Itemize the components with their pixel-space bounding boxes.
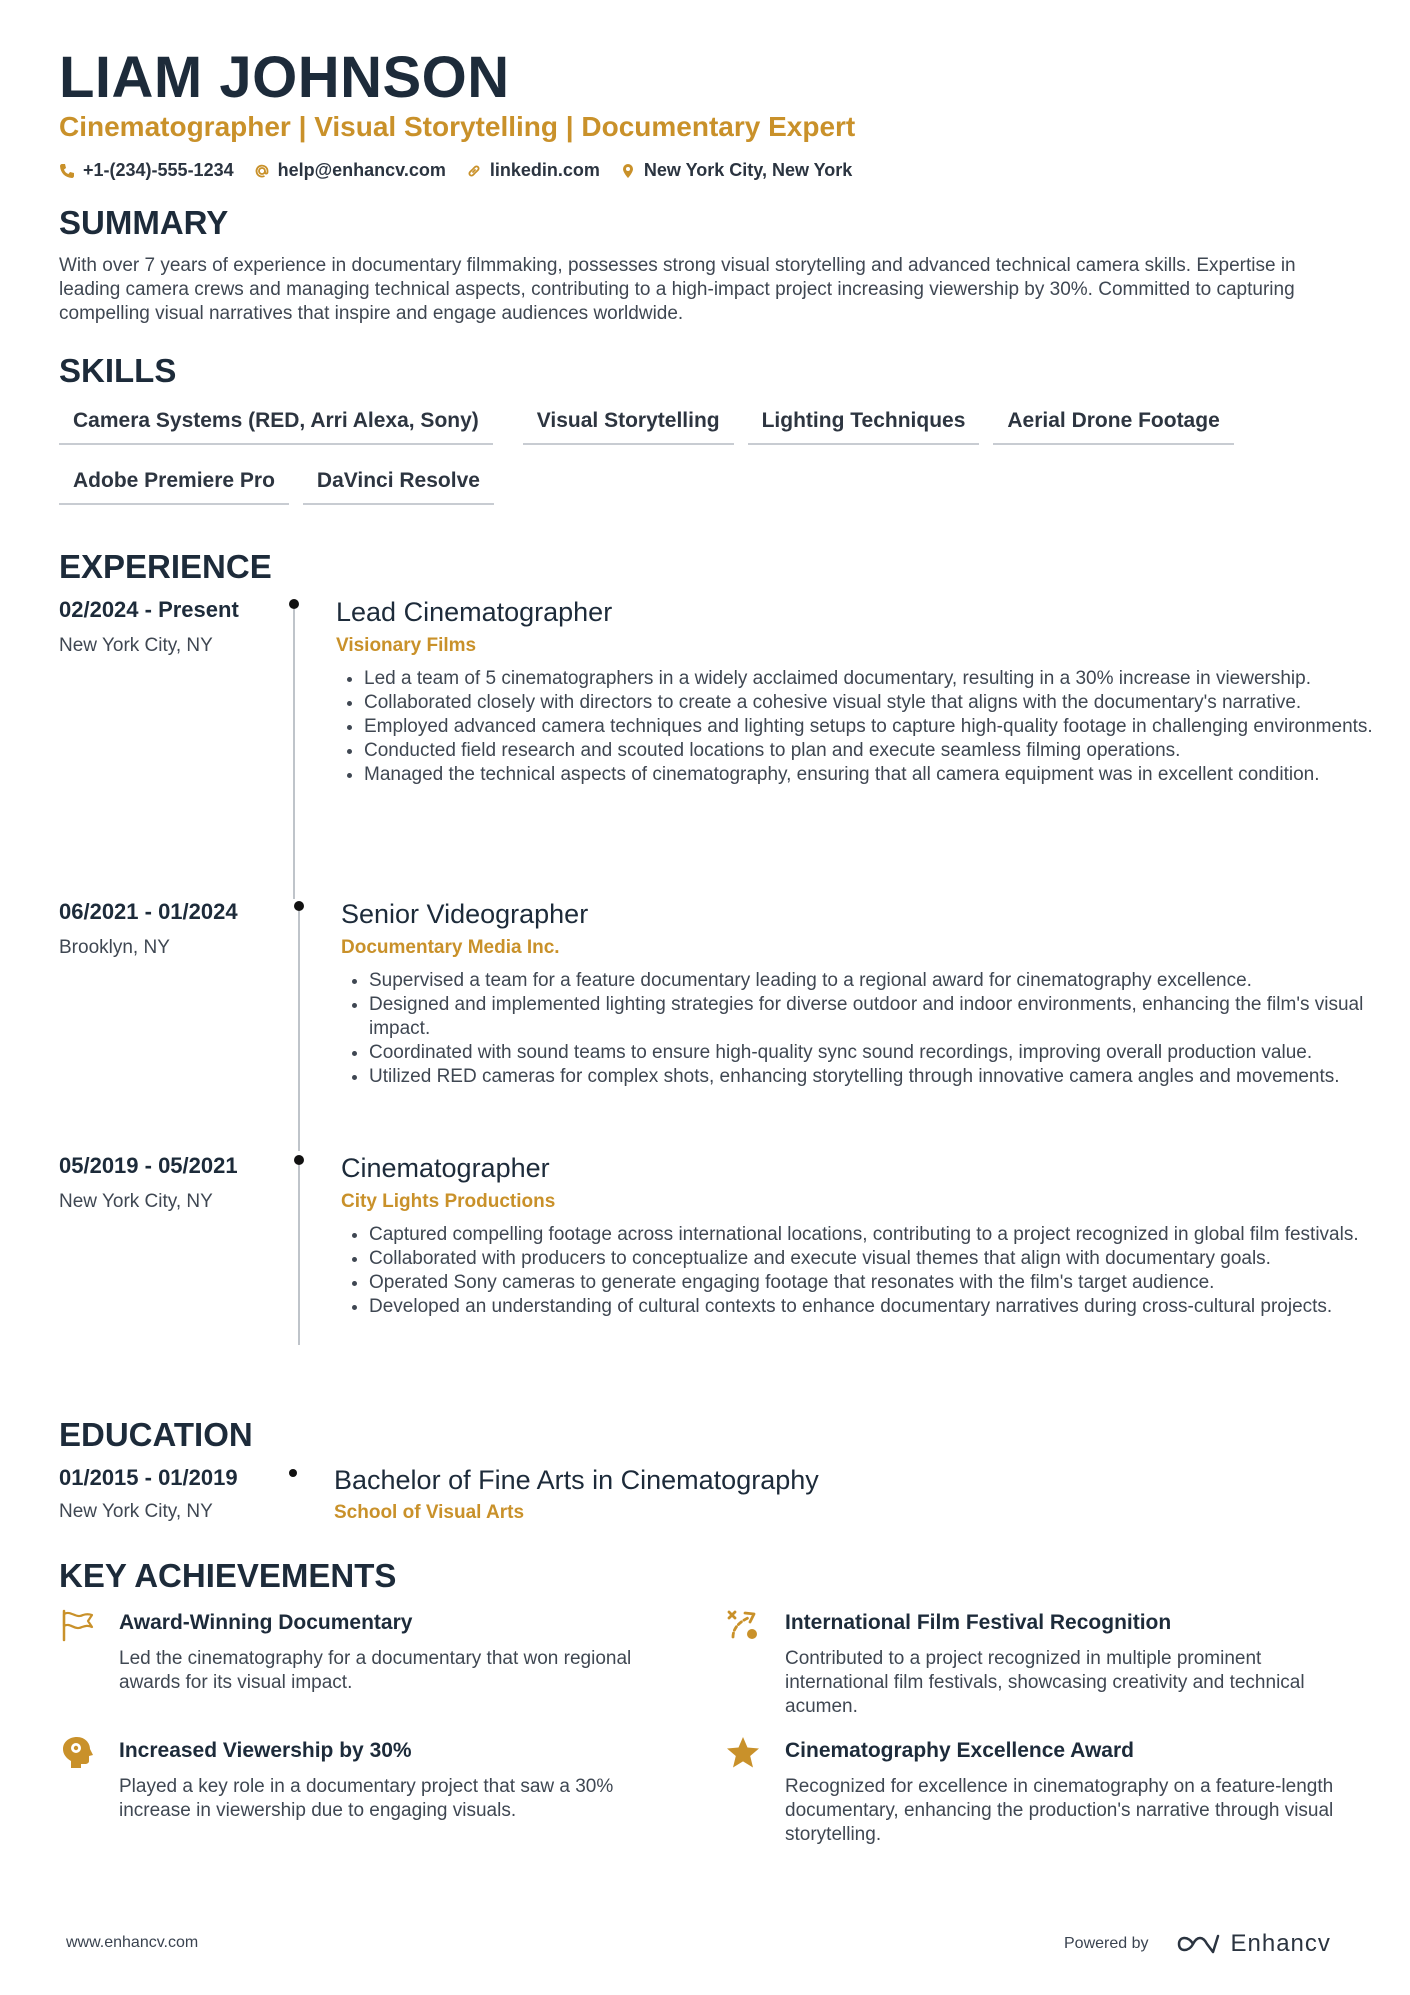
job-dates: 02/2024 - Present <box>59 597 239 622</box>
bullet-item: • Employed advanced camera techniques and lighting setups to capture high-quality footage in challenging environments. <box>364 715 1374 739</box>
bullet-item: • Supervised a team for a feature documentary leading to a regional award for cinematography excellence. <box>369 969 1379 993</box>
contact-email[interactable] <box>254 160 446 181</box>
location-pin-icon <box>620 163 636 179</box>
bullet-item: • Utilized RED cameras for complex shots, enhancing storytelling through innovative camera angles and movements. <box>369 1065 1379 1089</box>
achievement-description: Played a key role in a documentary project that saw a 30% increase in viewership due to engaging visuals. <box>119 1776 614 1821</box>
email-text: help@enhancv.com <box>277 160 446 180</box>
achievement-title: Award-Winning Documentary <box>119 1611 413 1634</box>
footer-website[interactable]: www.enhancv.com <box>66 1934 199 1951</box>
contact-location <box>620 160 852 181</box>
job-title: Cinematographer <box>341 1153 550 1183</box>
flag-icon <box>59 1607 95 1643</box>
achievement-description: Recognized for excellence in cinematography on a feature-length documentary, enhancing the production's narrative through visual storytelling. <box>785 1776 1334 1845</box>
job-dates: 06/2021 - 01/2024 <box>59 899 238 924</box>
tagline: Cinematographer | Visual Storytelling | Documentary Expert <box>59 111 856 142</box>
phone-text: +1-(234)-555-1234 <box>83 160 234 180</box>
skills-row-1 <box>59 403 1234 445</box>
enhancv-logo[interactable] <box>1175 1930 1331 1958</box>
education-location: New York City, NY <box>59 1501 213 1522</box>
skills-row-2 <box>59 463 494 505</box>
company-name: Visionary Films <box>336 635 477 656</box>
achievement-title: International Film Festival Recognition <box>785 1611 1172 1634</box>
at-icon <box>254 163 270 179</box>
skill-chip: Aerial Drone Footage <box>993 403 1233 445</box>
timeline-line <box>293 609 295 899</box>
skills-heading: SKILLS <box>59 352 177 389</box>
timeline-dot <box>294 901 304 911</box>
location-text: New York City, New York <box>643 160 853 180</box>
bullet-item: • Developed an understanding of cultural contexts to enhance documentary narratives during cross-cultural projects. <box>369 1295 1379 1319</box>
bullet-item: • Collaborated with producers to conceptualize and execute visual themes that align with documentary goals. <box>369 1247 1379 1271</box>
school-name: School of Visual Arts <box>334 1502 525 1523</box>
bullet-item: • Designed and implemented lighting strategies for diverse outdoor and indoor environments, enhancing the film's visual impact. <box>369 993 1379 1041</box>
bullet-item: • Collaborated closely with directors to create a cohesive visual style that aligns with the documentary's narrative. <box>364 691 1374 715</box>
skill-chip: DaVinci Resolve <box>303 463 494 505</box>
linkedin-text: linkedin.com <box>489 160 600 180</box>
achievements-heading: KEY ACHIEVEMENTS <box>59 1557 397 1594</box>
achievement-description: Contributed to a project recognized in multiple prominent international film festivals, showcasing creativity and technical acumen. <box>785 1648 1305 1717</box>
company-name: Documentary Media Inc. <box>341 937 560 958</box>
footer-brand <box>1064 1930 1331 1958</box>
job-location: New York City, NY <box>59 635 213 656</box>
contact-bar <box>59 160 852 181</box>
timeline-dot <box>294 1155 304 1165</box>
bullet-item: • Conducted field research and scouted locations to plan and execute seamless filming operations. <box>364 739 1374 763</box>
skill-chip: Adobe Premiere Pro <box>59 463 289 505</box>
skill-chip: Lighting Techniques <box>748 403 980 445</box>
education-dates: 01/2015 - 01/2019 <box>59 1465 238 1490</box>
job-location: New York City, NY <box>59 1191 213 1212</box>
job-title: Senior Videographer <box>341 899 589 929</box>
contact-phone[interactable] <box>59 160 234 181</box>
bullet-item: • Operated Sony cameras to generate engaging footage that resonates with the film's target audience. <box>369 1271 1379 1295</box>
achievement-title: Cinematography Excellence Award <box>785 1739 1134 1762</box>
star-icon <box>725 1735 761 1771</box>
job-title: Lead Cinematographer <box>336 597 613 627</box>
timeline-line <box>298 1165 300 1345</box>
achievement-title: Increased Viewership by 30% <box>119 1739 412 1762</box>
achievement-description: Led the cinematography for a documentary that won regional awards for its visual impact. <box>119 1648 632 1693</box>
job-bullets <box>341 969 1379 1089</box>
candidate-name: LIAM JOHNSON <box>59 45 510 110</box>
contact-linkedin[interactable] <box>466 160 600 181</box>
job-location: Brooklyn, NY <box>59 937 170 958</box>
skill-chip: Visual Storytelling <box>523 403 734 445</box>
summary-heading: SUMMARY <box>59 204 229 241</box>
company-name: City Lights Productions <box>341 1191 556 1212</box>
phone-icon <box>59 163 75 179</box>
enhancv-logo-icon <box>1175 1932 1221 1956</box>
bullet-item: • Coordinated with sound teams to ensure high-quality sync sound recordings, improving overall production value. <box>369 1041 1379 1065</box>
powered-by-label: Powered by <box>1064 1935 1149 1952</box>
head-icon <box>59 1735 95 1771</box>
brand-name: Enhancv <box>1230 1930 1331 1957</box>
summary-text: With over 7 years of experience in documentary filmmaking, possesses strong visual storytelling and advanced technical camera skills. Expertise in leading camera crews and managing technical aspects, contributing to a high-impact project increasing viewership by 30%. Committed to capturing compelling visual narratives that inspire and engage audiences worldwide. <box>59 255 1296 324</box>
timeline-line <box>298 911 300 1151</box>
link-icon <box>466 163 482 179</box>
timeline-dot <box>289 599 299 609</box>
bullet-item: • Captured compelling footage across international locations, contributing to a project recognized in global film festivals. <box>369 1223 1379 1247</box>
bullet-item: • Led a team of 5 cinematographers in a widely acclaimed documentary, resulting in a 30% increase in viewership. <box>364 667 1374 691</box>
bullet-item: • Managed the technical aspects of cinematography, ensuring that all camera equipment was in excellent condition. <box>364 763 1374 787</box>
job-bullets <box>336 667 1374 787</box>
degree-title: Bachelor of Fine Arts in Cinematography <box>334 1465 819 1495</box>
experience-heading: EXPERIENCE <box>59 548 272 585</box>
job-bullets <box>341 1223 1379 1319</box>
education-heading: EDUCATION <box>59 1416 253 1453</box>
timeline-dot <box>289 1469 297 1477</box>
skill-chip: Camera Systems (RED, Arri Alexa, Sony) <box>59 403 493 445</box>
strategy-icon <box>725 1607 761 1643</box>
job-dates: 05/2019 - 05/2021 <box>59 1153 238 1178</box>
